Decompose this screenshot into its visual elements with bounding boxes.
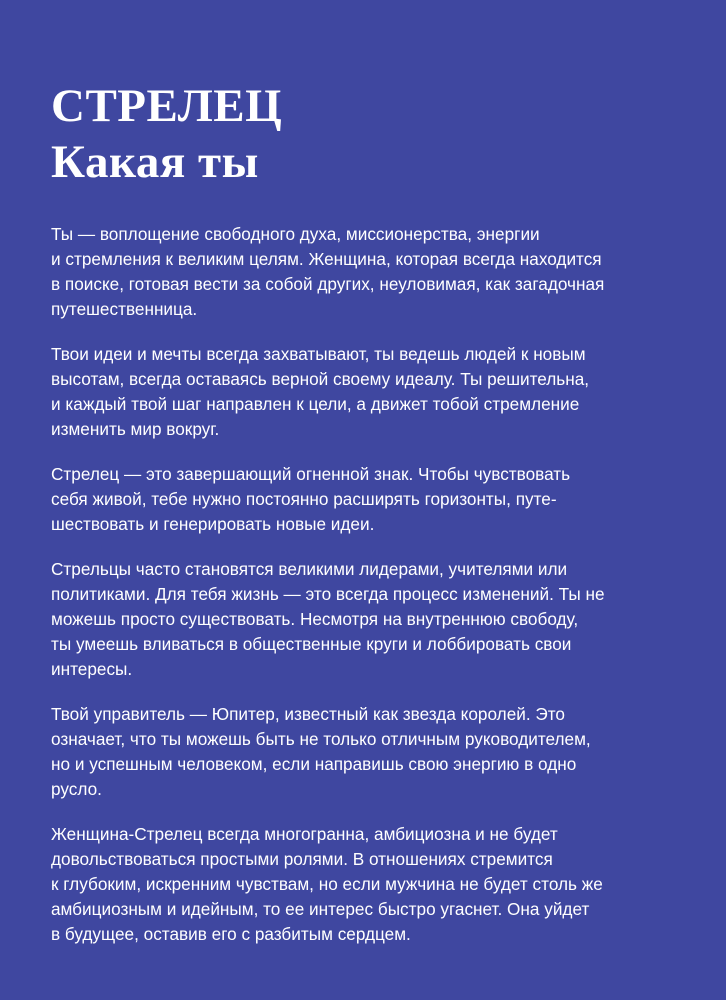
text-line: означает, что ты можешь быть не только отличным руководителем, <box>51 729 591 749</box>
text-line: Твои идеи и мечты всегда захватывают, ты ведешь людей к новым <box>51 344 586 364</box>
text-line: Стрелец — это завершающий огненной знак. Чтобы чувствовать <box>51 464 571 484</box>
text-line: в будущее, оставив его с разбитым сердцем. <box>51 924 411 944</box>
body-text <box>51 222 673 947</box>
text-line: довольствоваться простыми ролями. В отношениях стремится <box>51 849 553 869</box>
text-line: русло. <box>51 779 102 799</box>
text-line: можешь просто существовать. Несмотря на внутреннюю свободу, <box>51 609 579 629</box>
text-line: к глубоким, искренним чувствам, но если мужчина не будет столь же <box>51 874 603 894</box>
paragraph <box>51 702 673 802</box>
page-heading <box>51 0 666 190</box>
text-line: в поиске, готовая вести за собой других, неуловимая, как загадочная <box>51 274 605 294</box>
text-line: и стремления к великим целям. Женщина, которая всегда находится <box>51 249 602 269</box>
section-subtitle: Какая ты <box>51 136 259 188</box>
text-line: себя живой, тебе нужно постоянно расширять горизонты, путе- <box>51 489 557 509</box>
text-line: Женщина-Стрелец всегда многогранна, амбициозна и не будет <box>51 824 558 844</box>
text-line: Твой управитель — Юпитер, известный как звезда королей. Это <box>51 704 565 724</box>
paragraph <box>51 822 673 947</box>
text-line: политиками. Для тебя жизнь — это всегда процесс изменений. Ты не <box>51 584 605 604</box>
text-line: интересы. <box>51 659 133 679</box>
text-line: высотам, всегда оставаясь верной своему идеалу. Ты решительна, <box>51 369 590 389</box>
paragraph <box>51 342 673 442</box>
paragraph <box>51 222 673 322</box>
text-line: Стрельцы часто становятся великими лидерами, учителями или <box>51 559 568 579</box>
text-line: путешественница. <box>51 299 198 319</box>
text-line: амбициозным и идейным, то ее интерес быстро угаснет. Она уйдет <box>51 899 590 919</box>
paragraph <box>51 557 673 682</box>
text-line: но и успешным человеком, если направишь свою энергию в одно <box>51 754 577 774</box>
text-line: шествовать и генерировать новые идеи. <box>51 514 375 534</box>
text-line: изменить мир вокруг. <box>51 419 220 439</box>
zodiac-sign-title: СТРЕЛЕЦ <box>51 80 283 132</box>
text-line: и каждый твой шаг направлен к цели, а движет тобой стремление <box>51 394 580 414</box>
paragraph <box>51 462 673 537</box>
text-line: ты умеешь вливаться в общественные круги и лоббировать свои <box>51 634 572 654</box>
text-line: Ты — воплощение свободного духа, миссионерства, энергии <box>51 224 540 244</box>
